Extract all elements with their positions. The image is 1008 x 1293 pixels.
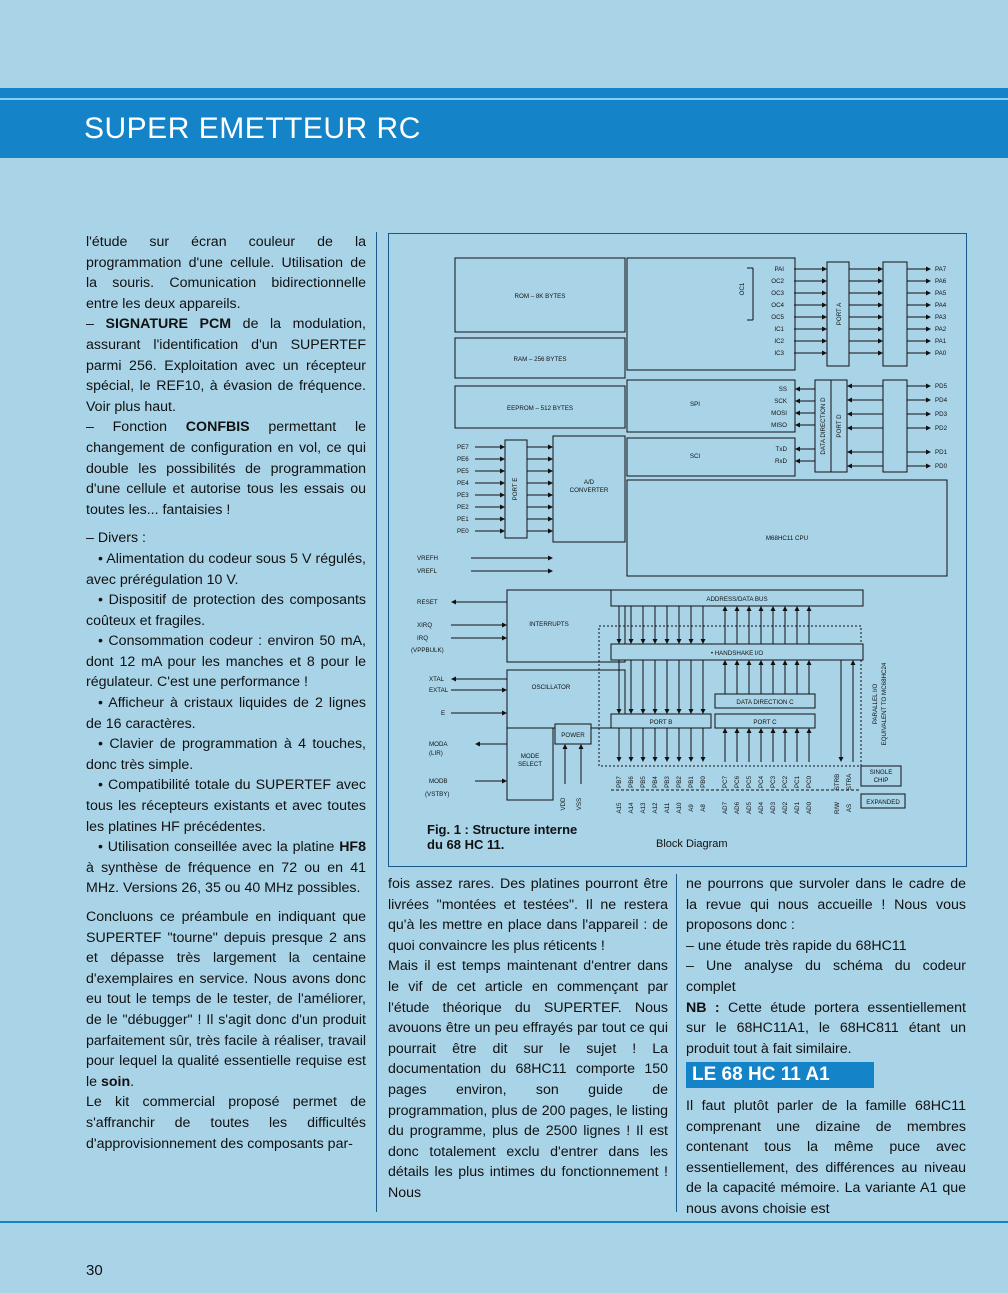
section-heading: LE 68 HC 11 A1 [686, 1062, 874, 1088]
hs-to-portb-5-head [677, 709, 682, 714]
single-label-1: SINGLE [869, 769, 893, 776]
ddc-to-hs-1-head [735, 660, 740, 665]
a-pin-A8: A8 [700, 804, 707, 812]
ad-pin-AD6: AD6 [734, 801, 741, 815]
spi-arrow-1-head [795, 399, 800, 404]
hs-to-portb-4-head [665, 709, 670, 714]
col2-p1: fois assez rares. Des platines pourront être livrées "montées et testées". Il ne restera qu'à les mettre en place dans l'appareil : de quoi convaincre les plus réticents ! [388, 876, 668, 954]
ddc-to-hs-6-head [795, 660, 800, 665]
porte-to-ad-4-head [548, 493, 553, 498]
porta-to-pa-2-head [878, 291, 883, 296]
spi-arrow-3-head [795, 423, 800, 428]
pd-out-5-head [926, 464, 931, 469]
a-pin-A14: A14 [628, 802, 635, 814]
timer-to-porta-6-head [822, 339, 827, 344]
col1-b5: • Clavier de programmation à 4 touches, donc très simple. [86, 736, 366, 773]
porta-to-pa-3-head [878, 303, 883, 308]
single-label-2: CHIP [873, 777, 889, 784]
timer-pin-OC3: OC3 [771, 290, 784, 297]
col1-b1: • Alimentation du codeur sous 5 V régulés, avec prérégulation 10 V. [86, 550, 366, 588]
timer-to-porta-3-head [822, 303, 827, 308]
pe-pin-PE7: PE7 [457, 444, 469, 451]
pe-in-2-head [500, 469, 505, 474]
pe-in-6-head [500, 517, 505, 522]
portb-out-5-head [677, 757, 682, 762]
timer-to-porta-0-head [822, 267, 827, 272]
bus-to-hs-5-head [677, 639, 682, 644]
eeprom-label: EEPROM – 512 BYTES [506, 405, 574, 412]
ddc-to-hs-2-head [747, 660, 752, 665]
pc-pin-PC6: PC6 [734, 775, 741, 789]
pb-pin-PB2: PB2 [676, 776, 683, 788]
pa-out-0-head [926, 267, 931, 272]
col3-p2: Il faut plutôt parler de la famille 68HC11 comprenant une dizaine de membres contenant tous la même puce avec essentiellement, des différences au niveau de la capacité mémoire. La variante A1 que nous avons choisie est [686, 1098, 966, 1217]
figure-subtitle: Block Diagram [656, 838, 728, 850]
portc-in-3-head [759, 728, 764, 733]
hs-to-bus-0-head [723, 606, 728, 611]
bus-to-hs-1-head [629, 639, 634, 644]
portd-to-pd-2-head [847, 412, 852, 417]
pin-e: E [441, 710, 446, 717]
spi-pin-MOSI: MOSI [771, 410, 787, 417]
ddd-label: DATA DIRECTION D [820, 397, 827, 455]
sci-pin-RxD: RxD [774, 458, 787, 465]
oc1-label: OC1 [739, 282, 746, 296]
bus-to-hs-7-head [701, 639, 706, 644]
caption-line-2: du 68 HC 11. [427, 837, 505, 852]
a-pin-A13: A13 [640, 802, 647, 814]
pe-pin-PE2: PE2 [457, 504, 469, 511]
portd-to-pd-4-head [847, 450, 852, 455]
pin-vdd: VDD [560, 797, 567, 811]
timer-pin-OC5: OC5 [771, 314, 784, 321]
porte-to-ad-7-head [548, 529, 553, 534]
ram-label: RAM – 256 BYTES [513, 356, 567, 363]
hs-to-portb-7-head [701, 709, 706, 714]
col3-p1: ne pourrons que survoler dans le cadre de la revue qui nous accueille ! Nous vous proposons donc : [686, 876, 966, 934]
pd-out-3-head [926, 426, 931, 431]
pe-pin-PE1: PE1 [457, 516, 469, 523]
pa-pin-PA0: PA0 [935, 350, 947, 357]
column-1 [86, 232, 366, 1154]
porte-to-ad-3-head [548, 481, 553, 486]
pc-pin-PC3: PC3 [770, 775, 777, 789]
hs-to-bus-7-head [807, 606, 812, 611]
hs-to-bus-4-head [771, 606, 776, 611]
pin-stra: STRA [846, 773, 853, 791]
pb-pin-PB3: PB3 [664, 776, 671, 788]
pa-out-3-head [926, 303, 931, 308]
ad-label-2: CONVERTER [569, 487, 609, 494]
pin-reset: RESET [417, 599, 438, 606]
ad-pin-AD1: AD1 [794, 801, 801, 815]
bus-to-hs-6-head [689, 639, 694, 644]
pin-strb: STRB [834, 773, 841, 791]
porta-label: PORT A [836, 302, 843, 326]
pe-pin-PE5: PE5 [457, 468, 469, 475]
porte-label: PORT E [512, 477, 519, 501]
hs-to-portb-6-head [689, 709, 694, 714]
portd-io-block [883, 380, 907, 472]
spi-pin-SS: SS [778, 386, 787, 393]
timer-to-porta-7-head [822, 351, 827, 356]
pa-out-1-head [926, 279, 931, 284]
col1-p2: – SIGNATURE PCM de la modulation, assurant l'identification d'un SUPERTEF parmi 256. Exploitation avec un récepteur spécial, le REF10, à évasion de fréquence. Voir plus haut. [86, 316, 367, 415]
portc-in-6-head [795, 728, 800, 733]
figure-caption [427, 822, 577, 852]
timer-pin-OC2: OC2 [771, 278, 784, 285]
pa-pin-PA1: PA1 [935, 338, 947, 345]
pd-out-1-head [926, 398, 931, 403]
moda-arrow-head [475, 742, 480, 747]
a-pin-A12: A12 [652, 802, 659, 814]
porta-to-pa-5-head [878, 327, 883, 332]
pe-pin-PE6: PE6 [457, 456, 469, 463]
irq-arrow-head [502, 636, 507, 641]
col1-p3: – Fonction CONFBIS permettant le changement de configuration en vol, ce qui double les possibilités de programmation d'une cellule et autorise tous les essais ou toutes les... fantaisies ! [86, 419, 366, 518]
a-pin-A15: A15 [616, 802, 623, 814]
porta-to-pa-1-head [878, 279, 883, 284]
ad-pin-AD2: AD2 [782, 801, 789, 815]
portb-out-3-head [653, 757, 658, 762]
pa-out-6-head [926, 339, 931, 344]
oscillator-label: OSCILLATOR [531, 684, 571, 691]
pd-pin-PD4: PD4 [935, 397, 948, 404]
strb-arrow-head [839, 757, 844, 762]
porte-to-ad-0-head [548, 445, 553, 450]
pe-in-7-head [500, 529, 505, 534]
reset-arrow-head [451, 600, 456, 605]
porte-to-ad-2-head [548, 469, 553, 474]
pin-modb: MODB [429, 778, 448, 785]
mode-label-2: SELECT [517, 761, 543, 768]
hs-to-bus-2-head [747, 606, 752, 611]
pb-pin-PB5: PB5 [640, 776, 647, 788]
timer-to-porta-4-head [822, 315, 827, 320]
pin-xtal: XTAL [429, 676, 445, 683]
col3-nb: NB : Cette étude portera essentiellement sur le 68HC11A1, le 68HC811 étant un produit tout à fait similaire. [686, 999, 966, 1057]
pa-out-4-head [926, 315, 931, 320]
pd-out-0-head [926, 384, 931, 389]
pe-in-0-head [500, 445, 505, 450]
pd-out-2-head [926, 412, 931, 417]
pa-out-7-head [926, 351, 931, 356]
column-3-lower [686, 1096, 966, 1220]
pin-xirq: XIRQ [417, 622, 433, 629]
vrefh-arrow-head [548, 556, 553, 561]
interrupts-label: INTERRUPTS [529, 621, 569, 628]
col3-l2: – Une analyse du schéma du codeur complet [686, 958, 966, 995]
a-pin-A10: A10 [676, 802, 683, 814]
hs-to-bus-1-head [735, 606, 740, 611]
ddc-label: DATA DIRECTION C [736, 699, 794, 706]
mode-label-1: MODE [520, 753, 540, 760]
cpu-block [627, 480, 947, 576]
pb-pin-PB0: PB0 [700, 776, 707, 788]
spi-block [627, 380, 795, 432]
column-rule-2 [676, 874, 677, 1212]
portc-in-1-head [735, 728, 740, 733]
hs-to-portb-3-head [653, 709, 658, 714]
col1-p5: Le kit commercial proposé permet de s'affranchir de toutes les difficultés d'approvisionnement des composants par- [86, 1094, 366, 1152]
pc-pin-PC2: PC2 [782, 775, 789, 789]
portd-to-pd-0-head [847, 384, 852, 389]
portb-out-4-head [665, 757, 670, 762]
porte-to-ad-6-head [548, 517, 553, 522]
header-band [0, 88, 1008, 158]
column-rule-1 [376, 232, 377, 1212]
pd-pin-PD0: PD0 [935, 463, 948, 470]
a-pin-A9: A9 [688, 804, 695, 812]
pe-pin-PE4: PE4 [457, 480, 469, 487]
header-line [0, 98, 1008, 100]
pin-vrefh: VREFH [417, 555, 438, 562]
sci-arrow-0-head [795, 447, 800, 452]
pc-pin-PC0: PC0 [806, 775, 813, 789]
pin-extal: EXTAL [429, 687, 449, 694]
porta-io-block [883, 262, 907, 366]
porta-to-pa-4-head [878, 315, 883, 320]
pa-out-5-head [926, 327, 931, 332]
porta-to-pa-7-head [878, 351, 883, 356]
portc-in-2-head [747, 728, 752, 733]
pin-as: AS [846, 803, 853, 813]
parallel-label: PARALLEL I/O [872, 683, 879, 725]
portd-to-pd-3-head [847, 426, 852, 431]
pb-pin-PB7: PB7 [616, 776, 623, 788]
hs-to-portb-1-head [629, 709, 634, 714]
pd-pin-PD2: PD2 [935, 425, 948, 432]
portb-out-1-head [629, 757, 634, 762]
portc-label: PORT C [753, 719, 777, 726]
pa-pin-PA2: PA2 [935, 326, 947, 333]
pa-pin-PA7: PA7 [935, 266, 947, 273]
caption-line-1: Fig. 1 : Structure interne [427, 822, 578, 837]
addrbus-label: ADDRESS/DATA BUS [706, 596, 768, 603]
column-2 [388, 874, 668, 1204]
col1-b3: • Consommation codeur : environ 50 mA, dont 12 mA pour les manches et 8 pour le régulateur. C'est une performance ! [86, 633, 366, 691]
ad-pin-AD4: AD4 [758, 801, 765, 815]
modb-arrow-head [502, 779, 507, 784]
sci-block [627, 438, 795, 476]
ddc-to-hs-7-head [807, 660, 812, 665]
ad-pin-AD7: AD7 [722, 801, 729, 815]
portc-in-0-head [723, 728, 728, 733]
hs-to-portb-2-head [641, 709, 646, 714]
portd-label: PORT D [836, 414, 843, 438]
pe-in-3-head [500, 481, 505, 486]
ddc-to-hs-3-head [759, 660, 764, 665]
ad-pin-AD0: AD0 [806, 801, 813, 815]
vrefl-arrow-head [548, 569, 553, 574]
ddc-to-hs-4-head [771, 660, 776, 665]
pa-pin-PA5: PA5 [935, 290, 947, 297]
sci-pin-TxD: TxD [775, 446, 787, 453]
pin-moda: MODA [429, 741, 448, 748]
pd-pin-PD3: PD3 [935, 411, 948, 418]
timer-to-porta-2-head [822, 291, 827, 296]
timer-pin-IC3: IC3 [774, 350, 784, 357]
spi-label: SPI [690, 401, 700, 408]
pin-lir: (LIR) [429, 750, 443, 757]
timer-pin-OC4: OC4 [771, 302, 784, 309]
pd-pin-PD1: PD1 [935, 449, 948, 456]
pe-in-1-head [500, 457, 505, 462]
xirq-arrow-head [502, 623, 507, 628]
vss-arrow-head [579, 744, 584, 749]
portb-out-7-head [701, 757, 706, 762]
pa-pin-PA3: PA3 [935, 314, 947, 321]
oscillator-block [507, 670, 625, 728]
timer-pin-IC1: IC1 [774, 326, 784, 333]
porte-to-ad-1-head [548, 457, 553, 462]
timer-to-porta-1-head [822, 279, 827, 284]
handshake-label: • HANDSHAKE I/O [710, 650, 764, 657]
col1-p4: Concluons ce préambule en indiquant que SUPERTEF "tourne" depuis presque 2 ans et dépasse très largement la centaine d'exemplaires en service. Nous avons donc eu tout le temps de le tester, de l'améliorer, de le "débugger" ! Il s'agit donc d'un produit parfaitement sûr, très facile à réaliser, travail pour lequel la qualité essentielle requise est le soin. [86, 909, 366, 1090]
ddc-to-hs-0-head [723, 660, 728, 665]
col1-b7: • Utilisation conseillée avec la platine HF8 à synthèse de fréquence en 72 ou en 41 MHz. Versions 26, 35 ou 40 MHz possibles. [86, 839, 366, 897]
pa-out-2-head [926, 291, 931, 296]
block-diagram-svg [389, 234, 966, 866]
sci-label: SCI [689, 453, 701, 460]
pc-pin-PC7: PC7 [722, 775, 729, 789]
col1-b2: • Dispositif de protection des composants coûteux et fragiles. [86, 592, 366, 629]
pc-pin-PC4: PC4 [758, 775, 765, 789]
pb-pin-PB4: PB4 [652, 776, 659, 788]
footer-line [0, 1221, 1008, 1223]
pb-pin-PB1: PB1 [688, 776, 695, 788]
bus-to-hs-4-head [665, 639, 670, 644]
pe-in-4-head [500, 493, 505, 498]
pa-pin-PA6: PA6 [935, 278, 947, 285]
expanded-label: EXPANDED [866, 799, 900, 806]
spi-pin-MISO: MISO [771, 422, 787, 429]
pe-in-5-head [500, 505, 505, 510]
col2-p2: Mais il est temps maintenant d'entrer dans le vif de cet article en commençant par l'étude théorique du SUPERTEF. Nous avouons être un peu effrayés par tout ce qui pourrait être dit sur le sujet ! La documentation du 68HC11 comporte 150 pages environ, son guide de programmation, plus de 200 pages, le listing du programme, plus de 2500 lignes ! Il est donc totalement exclu d'entrer dans les détails les plus intimes du fonctionnement ! Nous [388, 958, 668, 1201]
col1-b4: • Afficheur à cristaux liquides de 2 lignes de 16 caractères. [86, 695, 366, 732]
spi-pin-SCK: SCK [774, 398, 787, 405]
vdd-arrow-head [563, 744, 568, 749]
page-number: 30 [86, 1262, 103, 1279]
portd-to-pd-5-head [847, 464, 852, 469]
column-3 [686, 874, 966, 1059]
portc-in-7-head [807, 728, 812, 733]
pe-pin-PE3: PE3 [457, 492, 469, 499]
porta-to-pa-6-head [878, 339, 883, 344]
col1-divers: – Divers : [86, 530, 146, 547]
e-arrow-head [502, 711, 507, 716]
pc-pin-PC5: PC5 [746, 775, 753, 789]
pd-out-4-head [926, 450, 931, 455]
xtal-arrow-head [451, 677, 456, 682]
pin-vrefl: VREFL [417, 568, 437, 575]
pa-pin-PA4: PA4 [935, 302, 947, 309]
col1-b6: • Compatibilité totale du SUPERTEF avec tous les récepteurs existants et avec toutes les platines HF précédentes. [86, 777, 366, 835]
spi-arrow-2-head [795, 411, 800, 416]
hs-to-bus-6-head [795, 606, 800, 611]
pin-vss: VSS [576, 797, 583, 811]
portb-out-2-head [641, 757, 646, 762]
pc-pin-PC1: PC1 [794, 775, 801, 789]
timer-pin-IC2: IC2 [774, 338, 784, 345]
equiv-label: EQUIVALENT TO MC68HC24 [881, 662, 888, 746]
extal-arrow-head [502, 688, 507, 693]
figure-block-diagram [388, 233, 967, 867]
portb-out-6-head [689, 757, 694, 762]
hs-to-bus-3-head [759, 606, 764, 611]
pin-vppbulk: (VPPBULK) [411, 647, 444, 654]
pin-vstby: (VSTBY) [425, 791, 450, 798]
portd-to-pd-1-head [847, 398, 852, 403]
hs-to-bus-5-head [783, 606, 788, 611]
sci-arrow-1-head [795, 459, 800, 464]
timer-to-porta-5-head [822, 327, 827, 332]
pin-rw: R/W [834, 801, 841, 815]
page-title: SUPER EMETTEUR RC [84, 112, 421, 145]
ddc-to-hs-5-head [783, 660, 788, 665]
cpu-label: M68HC11 CPU [765, 535, 809, 542]
ad-pin-AD5: AD5 [746, 801, 753, 815]
power-label: POWER [561, 732, 585, 739]
pe-pin-PE0: PE0 [457, 528, 469, 535]
porte-to-ad-5-head [548, 505, 553, 510]
spi-arrow-0-head [795, 387, 800, 392]
rom-label: ROM – 8K BYTES [514, 293, 566, 300]
col3-l1: – une étude très rapide du 68HC11 [686, 937, 907, 954]
timer-pin-PAI: PAI [774, 266, 784, 273]
a-pin-A11: A11 [664, 802, 671, 814]
ad-label-1: A/D [583, 479, 595, 486]
portb-out-0-head [617, 757, 622, 762]
pin-irq: IRQ [417, 635, 429, 642]
portc-in-4-head [771, 728, 776, 733]
pd-pin-PD5: PD5 [935, 383, 948, 390]
bus-to-hs-2-head [641, 639, 646, 644]
bus-to-hs-3-head [653, 639, 658, 644]
col1-p1: l'étude sur écran couleur de la programmation d'une cellule. Utilisation de la souris. Comunication bidirectionnelle entre les deux appareils. [86, 234, 366, 312]
portb-label: PORT B [649, 719, 673, 726]
timer-group-outline [627, 258, 795, 370]
pb-pin-PB6: PB6 [628, 776, 635, 788]
ad-pin-AD3: AD3 [770, 801, 777, 815]
porta-to-pa-0-head [878, 267, 883, 272]
stra-arrow-head [851, 660, 856, 665]
portc-in-5-head [783, 728, 788, 733]
